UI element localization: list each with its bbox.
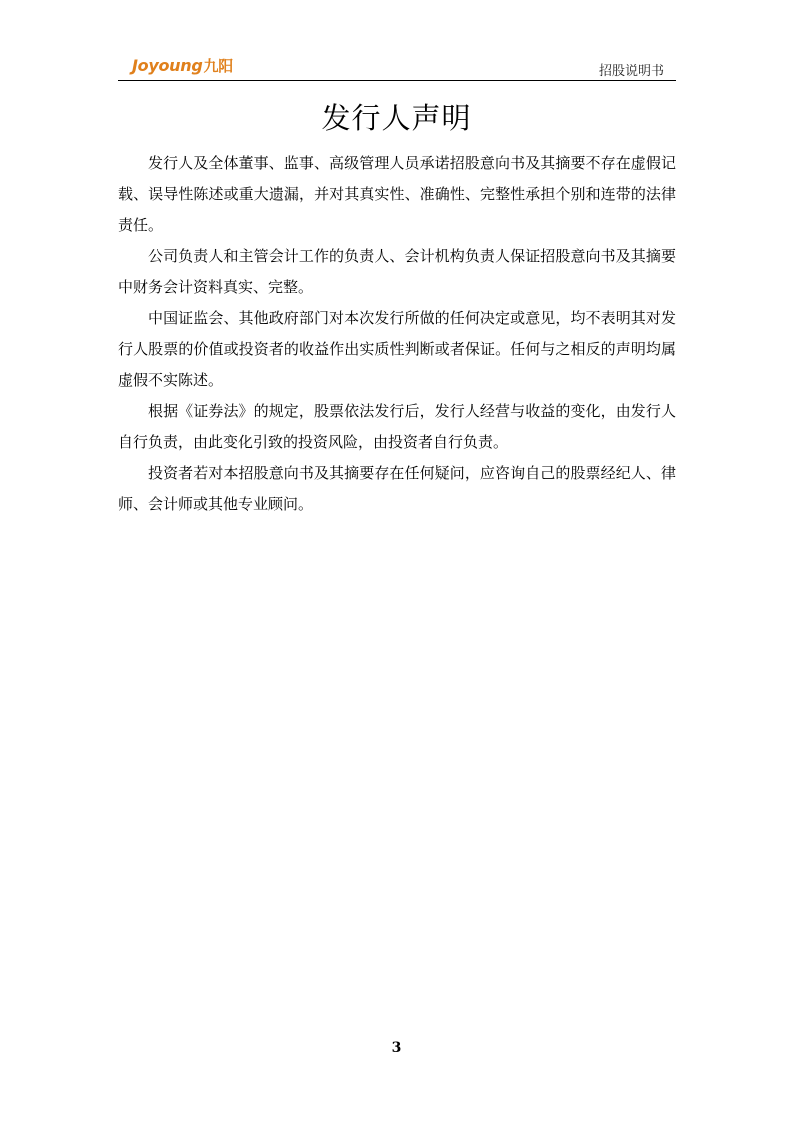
joyoung-logo <box>132 55 233 76</box>
page-number: 3 <box>391 1040 402 1056</box>
logo-latin-text: Joyoung <box>132 56 203 75</box>
paragraph: 发行人及全体董事、监事、高级管理人员承诺招股意向书及其摘要不存在虚假记载、误导性陈述或重大遗漏，并对其真实性、准确性、完整性承担个别和连带的法律责任。 <box>118 154 676 234</box>
paragraph: 根据《证券法》的规定，股票依法发行后，发行人经营与收益的变化，由发行人自行负责，由此变化引致的投资风险，由投资者自行负责。 <box>118 402 676 451</box>
paragraph: 中国证监会、其他政府部门对本次发行所做的任何决定或意见，均不表明其对发行人股票的价值或投资者的收益作出实质性判断或者保证。任何与之相反的声明均属虚假不实陈述。 <box>118 309 676 389</box>
logo-cjk-text: 九阳 <box>203 57 233 75</box>
statement-body <box>118 148 676 520</box>
paragraph: 投资者若对本招股意向书及其摘要存在任何疑问，应咨询自己的股票经纪人、律师、会计师或其他专业顾问。 <box>118 464 676 513</box>
page-title: 发行人声明 <box>321 101 472 135</box>
paragraph: 公司负责人和主管会计工作的负责人、会计机构负责人保证招股意向书及其摘要中财务会计资料真实、完整。 <box>118 247 676 296</box>
header-document-title: 招股说明书 <box>598 64 664 79</box>
page-header <box>118 52 676 81</box>
